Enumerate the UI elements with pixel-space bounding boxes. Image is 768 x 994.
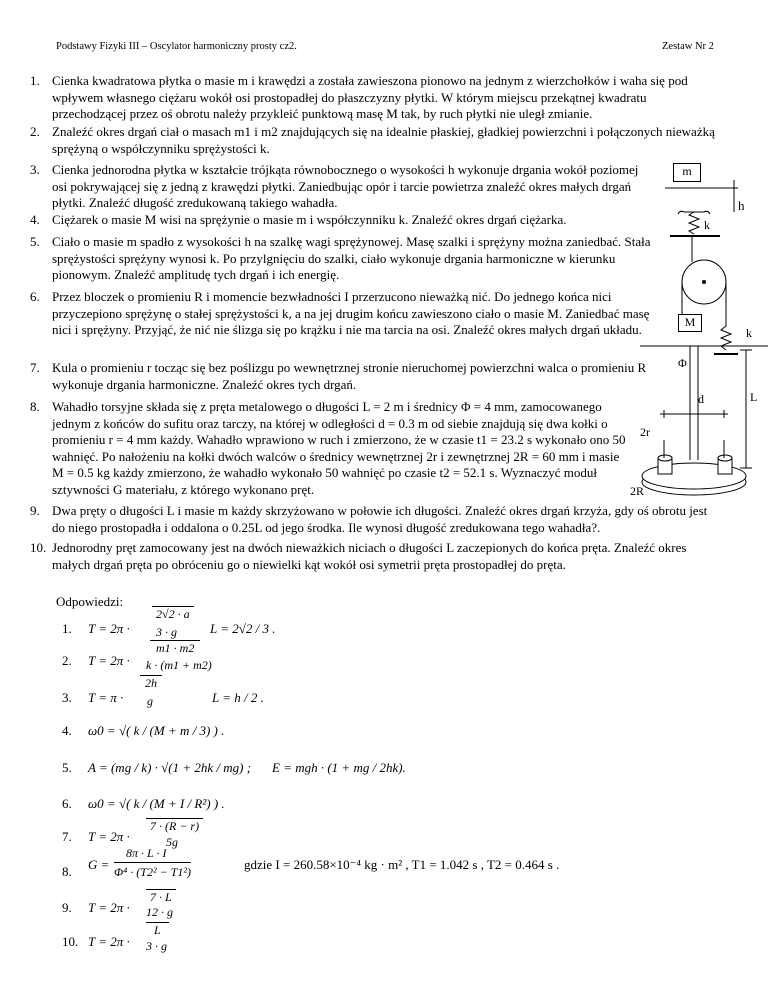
pulley-mass-label: M bbox=[678, 314, 702, 332]
torsion-pendulum-figure bbox=[640, 340, 768, 500]
answer-9-denominator: 12 · g bbox=[146, 905, 173, 919]
outer-diameter-label: 2R bbox=[630, 484, 645, 498]
header-title: Podstawy Fizyki III – Oscylator harmoniczny prosty cz2. bbox=[56, 41, 297, 52]
problem-number: 3. bbox=[30, 162, 40, 177]
problem-number: 2. bbox=[30, 124, 40, 139]
answer-10-numerator: L bbox=[146, 922, 169, 938]
problem-text: Kula o promieniu r tocząc się bez poślizgu po wewnętrznej stronie nieruchomej powierzchni walca o promieniu R wykonuje drgania harmoniczne. Znaleźć okres tych drgań. bbox=[52, 360, 647, 392]
answer-2-denominator: k · (m1 + m2) bbox=[146, 658, 212, 672]
answer-1-numerator: 2√2 · a bbox=[152, 606, 194, 622]
answer-3-denominator: g bbox=[147, 694, 153, 708]
answer-number: 9. bbox=[62, 900, 72, 915]
problem-text: Znaleźć okres drgań ciał o masach m1 i m2 znajdujących się na idealnie płaskiej, gładkiej powierzchni i połączonych nieważką sprężyną o współczynniku sprężystości k. bbox=[52, 124, 715, 156]
answer-5-extra: E = mgh · (1 + mg / 2hk). bbox=[272, 760, 406, 775]
problem-10 bbox=[30, 540, 720, 573]
answer-1-extra: L = 2√2 / 3 . bbox=[210, 621, 276, 636]
inner-diameter-label: 2r bbox=[640, 425, 650, 439]
answer-7-numerator: 7 · (R − r) bbox=[146, 818, 203, 834]
answer-number: 1. bbox=[62, 621, 72, 636]
problem-text: Ciało o masie m spadło z wysokości h na szalkę wagi sprężynowej. Masę szalki i sprężyny można zaniedbać. Stała sprężystości sprężyny wynosi k. Po przylgnięciu do szalki, ciało wykonuje drgania harmoniczne w kierunku pionowym. Znaleźć amplitudę tych drgań i ich energię. bbox=[52, 234, 651, 283]
problem-8 bbox=[30, 399, 630, 499]
problem-number: 9. bbox=[30, 503, 40, 518]
answer-10-denominator: 3 · g bbox=[146, 939, 167, 953]
problem-2 bbox=[30, 124, 720, 157]
answer-number: 7. bbox=[62, 829, 72, 844]
problem-text: Dwa pręty o długości L i masie m każdy skrzyżowano w połowie ich długości. Znaleźć okres drgań krzyża, gdy oś obrotu jest do niego prostopadła i oddalona o 0.25L od jego środka. Ile wynosi długość zredukowana tego wahadła?. bbox=[52, 503, 708, 535]
answer-2-lhs: T = 2π · bbox=[88, 653, 130, 668]
problem-9 bbox=[30, 503, 720, 536]
problem-number: 8. bbox=[30, 399, 40, 414]
answer-3-numerator: 2h bbox=[140, 675, 162, 691]
diameter-label: Φ bbox=[678, 356, 687, 370]
answer-number: 3. bbox=[62, 690, 72, 705]
problem-text: Przez bloczek o promieniu R i momencie bezwładności I przerzucono nieważką nić. Do jednego końca nici przyczepiono sprężynę o stałej sprężystości k, a na jej drugim końcu zawieszono ciało o masie M. Zaniedbać masę nici i sprężyny. Przyjąć, że nić nie ślizga się po krążku i nie ma tarcia na osi. Znaleźć okres małych drgań układu. bbox=[52, 289, 650, 338]
length-label: L bbox=[750, 390, 758, 404]
answer-4-formula: ω0 = √( k / (M + m / 3) ) . bbox=[88, 723, 225, 738]
answer-8-lhs: G = bbox=[88, 857, 110, 872]
problem-text: Cienka jednorodna płytka w kształcie trójkąta równobocznego o wysokości h wykonuje drgania wokół poziomej osi pokrywającej się z jedną z krawędzi płytki. Zaniedbując opór i tarcie powietrza znaleźć okres małych drgań płytki. Znaleźć długość zredukowaną takiego wahadła. bbox=[52, 162, 639, 211]
problem-1 bbox=[30, 73, 720, 123]
problem-5 bbox=[30, 234, 655, 284]
distance-label: d bbox=[698, 392, 704, 406]
answer-1-denominator: 3 · g bbox=[156, 625, 177, 639]
problem-number: 7. bbox=[30, 360, 40, 375]
mass-box-label: m bbox=[673, 163, 701, 182]
answer-number: 5. bbox=[62, 760, 72, 775]
answer-5-formula: A = (mg / k) · √(1 + 2hk / mg) ; bbox=[88, 760, 252, 775]
answer-8-numerator: 8π · L · I bbox=[126, 846, 167, 860]
problem-number: 4. bbox=[30, 212, 40, 227]
answer-7-lhs: T = 2π · bbox=[88, 829, 130, 844]
problem-number: 5. bbox=[30, 234, 40, 249]
problem-text: Ciężarek o masie M wisi na sprężynie o masie m i współczynniku k. Znaleźć okres drgań ciężarka. bbox=[52, 212, 567, 227]
answer-7-denominator: 5g bbox=[166, 835, 178, 849]
answer-3-extra: L = h / 2 . bbox=[212, 690, 264, 705]
problem-text: Wahadło torsyjne składa się z pręta metalowego o długości L = 2 m i średnicy Φ = 4 mm, zamocowanego jednym z końców do sufitu oraz tarczy, na której w odległości d = 0.3 m od siebie znajdują się dwa kołki o promieniu r = 4 mm każdy. Wahadło wprawiono w ruch i zmierzono, że w czasie t1 = 23.2 s wykonało ono 50 wahnięć. Po nałożeniu na kołki dwóch walców o średnicy wewnętrznej 2r i zewnętrznej 2R = 60 mm i masie M = 0.5 kg każdy zmierzono, że wahadło wykonało 50 wahnięć po czasie t2 = 52.1 s. Wyznaczyć moduł sztywności G materiału, z którego wykonano pręt. bbox=[52, 399, 626, 497]
problem-number: 6. bbox=[30, 289, 40, 304]
answers-title: Odpowiedzi: bbox=[56, 594, 124, 609]
problem-6 bbox=[30, 289, 655, 339]
problem-text: Jednorodny pręt zamocowany jest na dwóch nieważkich niciach o długości L zaczepionych do końca pręta. Znaleźć okres małych drgań pręta po obróceniu go o niewielki kąt wokół osi symetrii pręta prostopadłej do pręta. bbox=[52, 540, 687, 572]
answer-number: 10. bbox=[62, 934, 79, 949]
height-label: h bbox=[738, 198, 745, 213]
answer-8-denominator: Φ⁴ · (T2² − T1²) bbox=[114, 862, 191, 880]
answer-10-lhs: T = 2π · bbox=[88, 934, 130, 949]
problem-number: 1. bbox=[30, 73, 40, 88]
problem-text: Cienka kwadratowa płytka o masie m i krawędzi a została zawieszona pionowo na jednym z wierzchołków i waha się pod wpływem własnego ciężaru wokół osi prostopadłej do płaszczyzny płytki. W którym miejscu przekątnej kwadratu przechodzącej przez oś obrotu należy przykleić punktową masę M tak, by ruch płytki nie uległ zmianie. bbox=[52, 73, 688, 122]
answer-9-lhs: T = 2π · bbox=[88, 900, 130, 915]
answer-number: 2. bbox=[62, 653, 72, 668]
spring-constant-label: k bbox=[704, 218, 710, 232]
answer-9-numerator: 7 · L bbox=[146, 889, 176, 905]
answer-number: 8. bbox=[62, 864, 72, 879]
answer-number: 4. bbox=[62, 723, 72, 738]
problem-7 bbox=[30, 360, 655, 393]
problem-4 bbox=[30, 212, 655, 229]
answer-8-extra: gdzie I = 260.58×10⁻⁴ kg · m² , T1 = 1.042 s , T2 = 0.464 s . bbox=[244, 857, 560, 872]
answer-1-lhs: T = 2π · bbox=[88, 621, 130, 636]
answer-number: 6. bbox=[62, 796, 72, 811]
answer-2-numerator: m1 · m2 bbox=[150, 640, 200, 656]
problem-number: 10. bbox=[30, 540, 47, 555]
header-set-number: Zestaw Nr 2 bbox=[662, 41, 714, 52]
answer-6-formula: ω0 = √( k / (M + I / R²) ) . bbox=[88, 796, 225, 811]
pulley-spring-label: k bbox=[746, 326, 752, 340]
answer-3-lhs: T = π · bbox=[88, 690, 124, 705]
problem-3 bbox=[30, 162, 655, 212]
